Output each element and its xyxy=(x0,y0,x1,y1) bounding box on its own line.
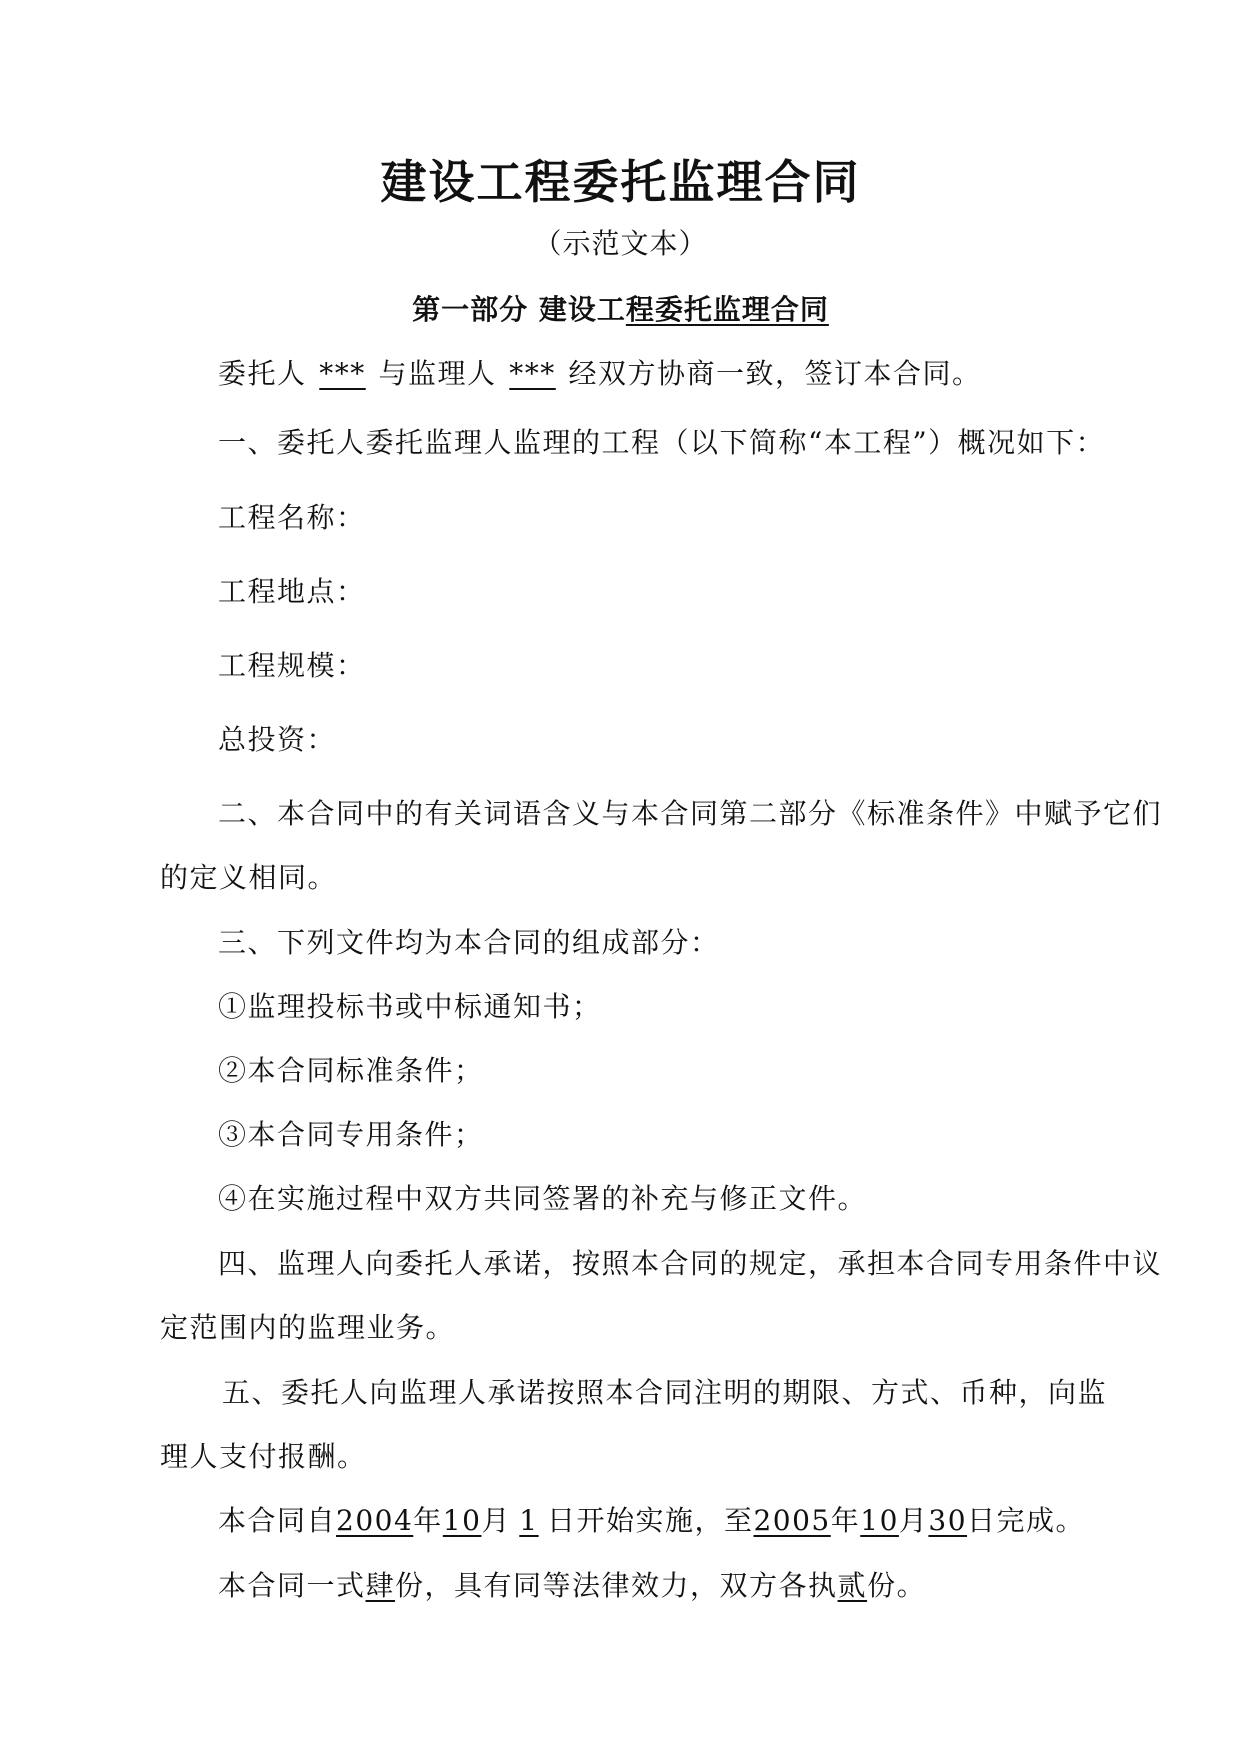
start-year-field: 2004 xyxy=(336,1504,414,1537)
copies-line xyxy=(218,1568,926,1604)
clause-1: 一、委托人委托监理人监理的工程（以下简称“本工程”）概况如下： xyxy=(218,426,1106,459)
project-name-label: 工程名称： xyxy=(218,501,366,534)
period-text: 月 xyxy=(898,1504,929,1537)
parties-line xyxy=(218,356,982,392)
part-heading xyxy=(0,292,1241,328)
document-item: ③本合同专用条件； xyxy=(218,1118,484,1151)
document-item: ①监理投标书或中标通知书； xyxy=(218,990,602,1023)
parties-text-2: 与监理人 xyxy=(378,357,497,390)
total-investment-label: 总投资： xyxy=(218,723,337,756)
clause-2-line-2: 的定义相同。 xyxy=(160,861,338,894)
client-name-field: *** xyxy=(319,357,366,390)
total-copies-field: 肆 xyxy=(365,1569,396,1602)
contract-period-line xyxy=(218,1503,1085,1539)
end-month-field: 10 xyxy=(860,1504,899,1537)
copies-text: 本合同一式 xyxy=(218,1569,366,1602)
project-location-label: 工程地点： xyxy=(218,575,366,608)
period-text: 年 xyxy=(413,1504,443,1537)
clause-5-line-2: 理人支付报酬。 xyxy=(160,1440,367,1473)
document-item: ④在实施过程中双方共同签署的补充与修正文件。 xyxy=(218,1182,868,1215)
start-day-field: 1 xyxy=(519,1504,539,1537)
clause-5-line-1: 五、委托人向监理人承诺按照本合同注明的期限、方式、币种，向监 xyxy=(222,1376,1108,1409)
clause-4-line-2: 定范围内的监理业务。 xyxy=(160,1311,456,1344)
part-heading-prefix: 第一部分 建设工 xyxy=(412,293,626,326)
period-text: 月 xyxy=(481,1504,511,1537)
copies-text: 份，具有同等法律效力，双方各执 xyxy=(395,1569,838,1602)
part-heading-underlined: 程委托监理合同 xyxy=(625,293,829,326)
period-text: 年 xyxy=(830,1504,861,1537)
period-text: 日开始实施，至 xyxy=(546,1504,754,1537)
document-item: ②本合同标准条件； xyxy=(218,1054,484,1087)
supervisor-name-field: *** xyxy=(509,357,556,390)
parties-text-1: 委托人 xyxy=(218,357,307,390)
parties-text-3: 经双方协商一致，签订本合同。 xyxy=(568,357,982,390)
clause-4-line-1: 四、监理人向委托人承诺，按照本合同的规定，承担本合同专用条件中议 xyxy=(218,1247,1163,1280)
document-subtitle: （示范文本） xyxy=(533,227,708,260)
end-day-field: 30 xyxy=(928,1504,968,1537)
period-text: 日完成。 xyxy=(967,1504,1086,1537)
project-scale-label: 工程规模： xyxy=(218,649,366,682)
end-year-field: 2005 xyxy=(753,1504,831,1537)
copies-text: 份。 xyxy=(867,1569,927,1602)
start-month-field: 10 xyxy=(442,1504,482,1537)
copies-each-field: 贰 xyxy=(837,1569,868,1602)
clause-2-line-1: 二、本合同中的有关词语含义与本合同第二部分《标准条件》中赋予它们 xyxy=(218,797,1163,830)
document-title: 建设工程委托监理合同 xyxy=(380,155,861,209)
clause-3: 三、下列文件均为本合同的组成部分： xyxy=(218,926,720,959)
period-text: 本合同自 xyxy=(218,1504,337,1537)
